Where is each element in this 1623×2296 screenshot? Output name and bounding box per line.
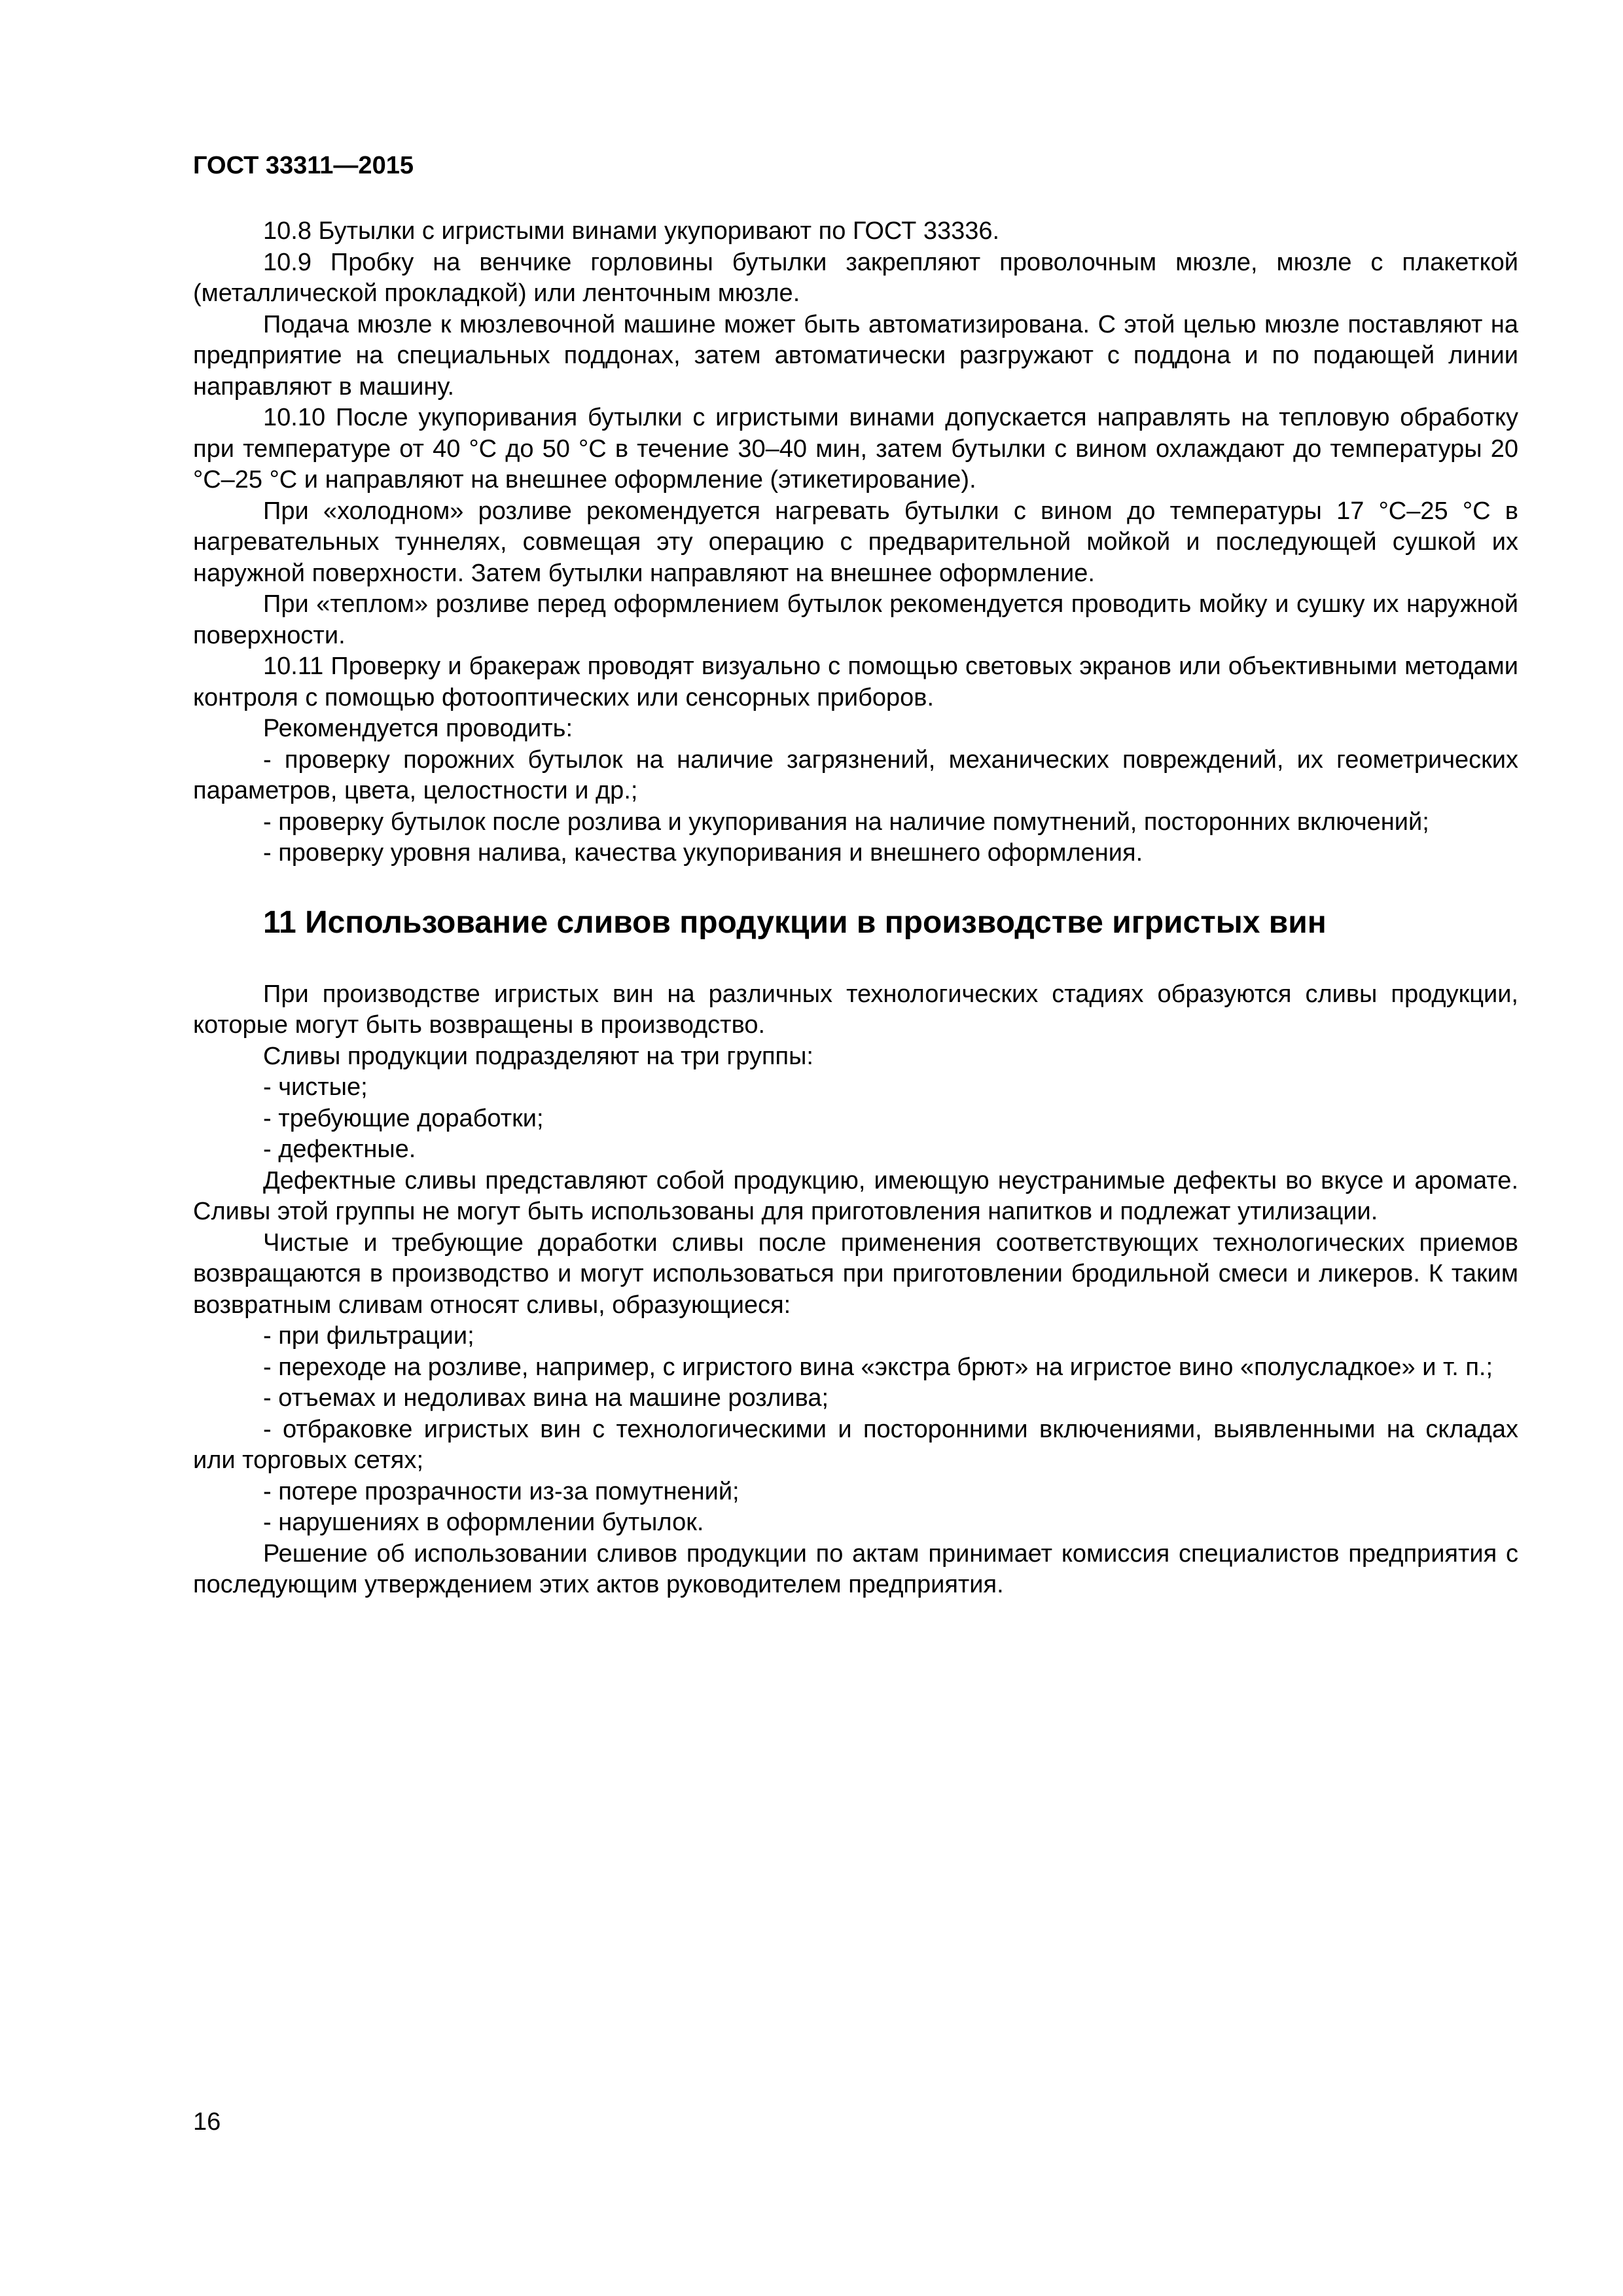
list-item-fill-level: - проверку уровня налива, качества укупоривания и внешнего оформления.	[263, 839, 1143, 867]
paragraph-muzle-supply: Подача мюзле к мюзлевочной машине может быть автоматизирована. С этой целью мюзле поставляют на предприятие на специальных поддонах, затем автоматически разгружают с поддона и по подающей линии направляют в машину.	[193, 310, 1518, 401]
document-header: ГОСТ 33311—2015	[193, 152, 414, 179]
paragraph-defective-drains: Дефектные сливы представляют собой продукцию, имеющую неустранимые дефекты во вкусе и аромате. Сливы этой группы не могут быть использованы для приготовления напитков и подлежат утилизации.	[193, 1166, 1518, 1225]
paragraph-10-9: 10.9 Пробку на венчике горловины бутылки закрепляют проволочным мюзле, мюзле с плакеткой (металлической прокладкой) или ленточным мюзле.	[193, 248, 1518, 307]
list-item-clean: - чистые;	[263, 1073, 368, 1101]
list-item-rework: - требующие доработки;	[263, 1104, 544, 1132]
list-item-filtration: - при фильтрации;	[263, 1322, 474, 1350]
list-item-rejection: - отбраковке игристых вин с технологическими и посторонними включениями, выявленными на складах или торговых сетях;	[193, 1415, 1518, 1474]
paragraph-clean-drains: Чистые и требующие доработки сливы после применения соответствующих технологических приемов возвращаются в производство и могут использоваться при приготовлении бродильной смеси и ликеров. К таким возвратным сливам относят сливы, образующиеся:	[193, 1229, 1518, 1319]
list-item-empty-bottles: - проверку порожних бутылок на наличие загрязнений, механических повреждений, их геометрических параметров, цвета, целостности и др.;	[193, 745, 1518, 804]
paragraph-10-11: 10.11 Проверку и бракераж проводят визуально с помощью световых экранов или объективными методами контроля с помощью фотооптических или сенсорных приборов.	[193, 653, 1518, 711]
paragraph-recommended: Рекомендуется проводить:	[263, 715, 573, 742]
paragraph-decision: Решение об использовании сливов продукции по актам принимает комиссия специалистов предприятия с последующим утверждением этих актов руководителем предприятия.	[193, 1539, 1518, 1598]
paragraph-warm-bottling: При «теплом» розливе перед оформлением бутылок рекомендуется проводить мойку и сушку их наружной поверхности.	[193, 590, 1518, 649]
paragraph-10-10: 10.10 После укупоривания бутылки с игристыми винами допускается направлять на тепловую обработку при температуре от 40 °С до 50 °С в течение 30–40 мин, затем бутылки с вином охлаждают до температуры 20 °С–25 °С и направляют на внешнее оформление (этикетирование).	[193, 404, 1518, 493]
list-item-clarity-loss: - потере прозрачности из-за помутнений;	[263, 1477, 740, 1505]
section-11-heading: 11 Использование сливов продукции в производстве игристых вин	[263, 905, 1327, 940]
list-item-filled-bottles: - проверку бутылок после розлива и укупоривания на наличие помутнений, посторонних включений;	[263, 808, 1429, 836]
list-item-labeling-defects: - нарушениях в оформлении бутылок.	[263, 1509, 704, 1536]
paragraph-drains-intro: При производстве игристых вин на различных технологических стадиях образуются сливы продукции, которые могут быть возвращены в производство.	[193, 980, 1518, 1039]
paragraph-drains-groups: Сливы продукции подразделяют на три группы:	[263, 1042, 813, 1070]
page-number: 16	[193, 2108, 221, 2136]
list-item-defective: - дефектные.	[263, 1136, 416, 1163]
list-item-underfill: - отъемах и недоливах вина на машине розлива;	[263, 1384, 829, 1412]
paragraph-10-8: 10.8 Бутылки с игристыми винами укупоривают по ГОСТ 33336.	[263, 217, 1000, 245]
list-item-changeover: - переходе на розливе, например, с игристого вина «экстра брют» на игристое вино «полусладкое» и т. п.;	[263, 1353, 1493, 1381]
paragraph-cold-bottling: При «холодном» розливе рекомендуется нагревать бутылки с вином до температуры 17 °С–25 °С в нагревательных туннелях, совмещая эту операцию с предварительной мойкой и последующей сушкой их наружной поверхности. Затем бутылки направляют на внешнее оформление.	[193, 497, 1518, 587]
document-body	[193, 216, 1518, 1601]
